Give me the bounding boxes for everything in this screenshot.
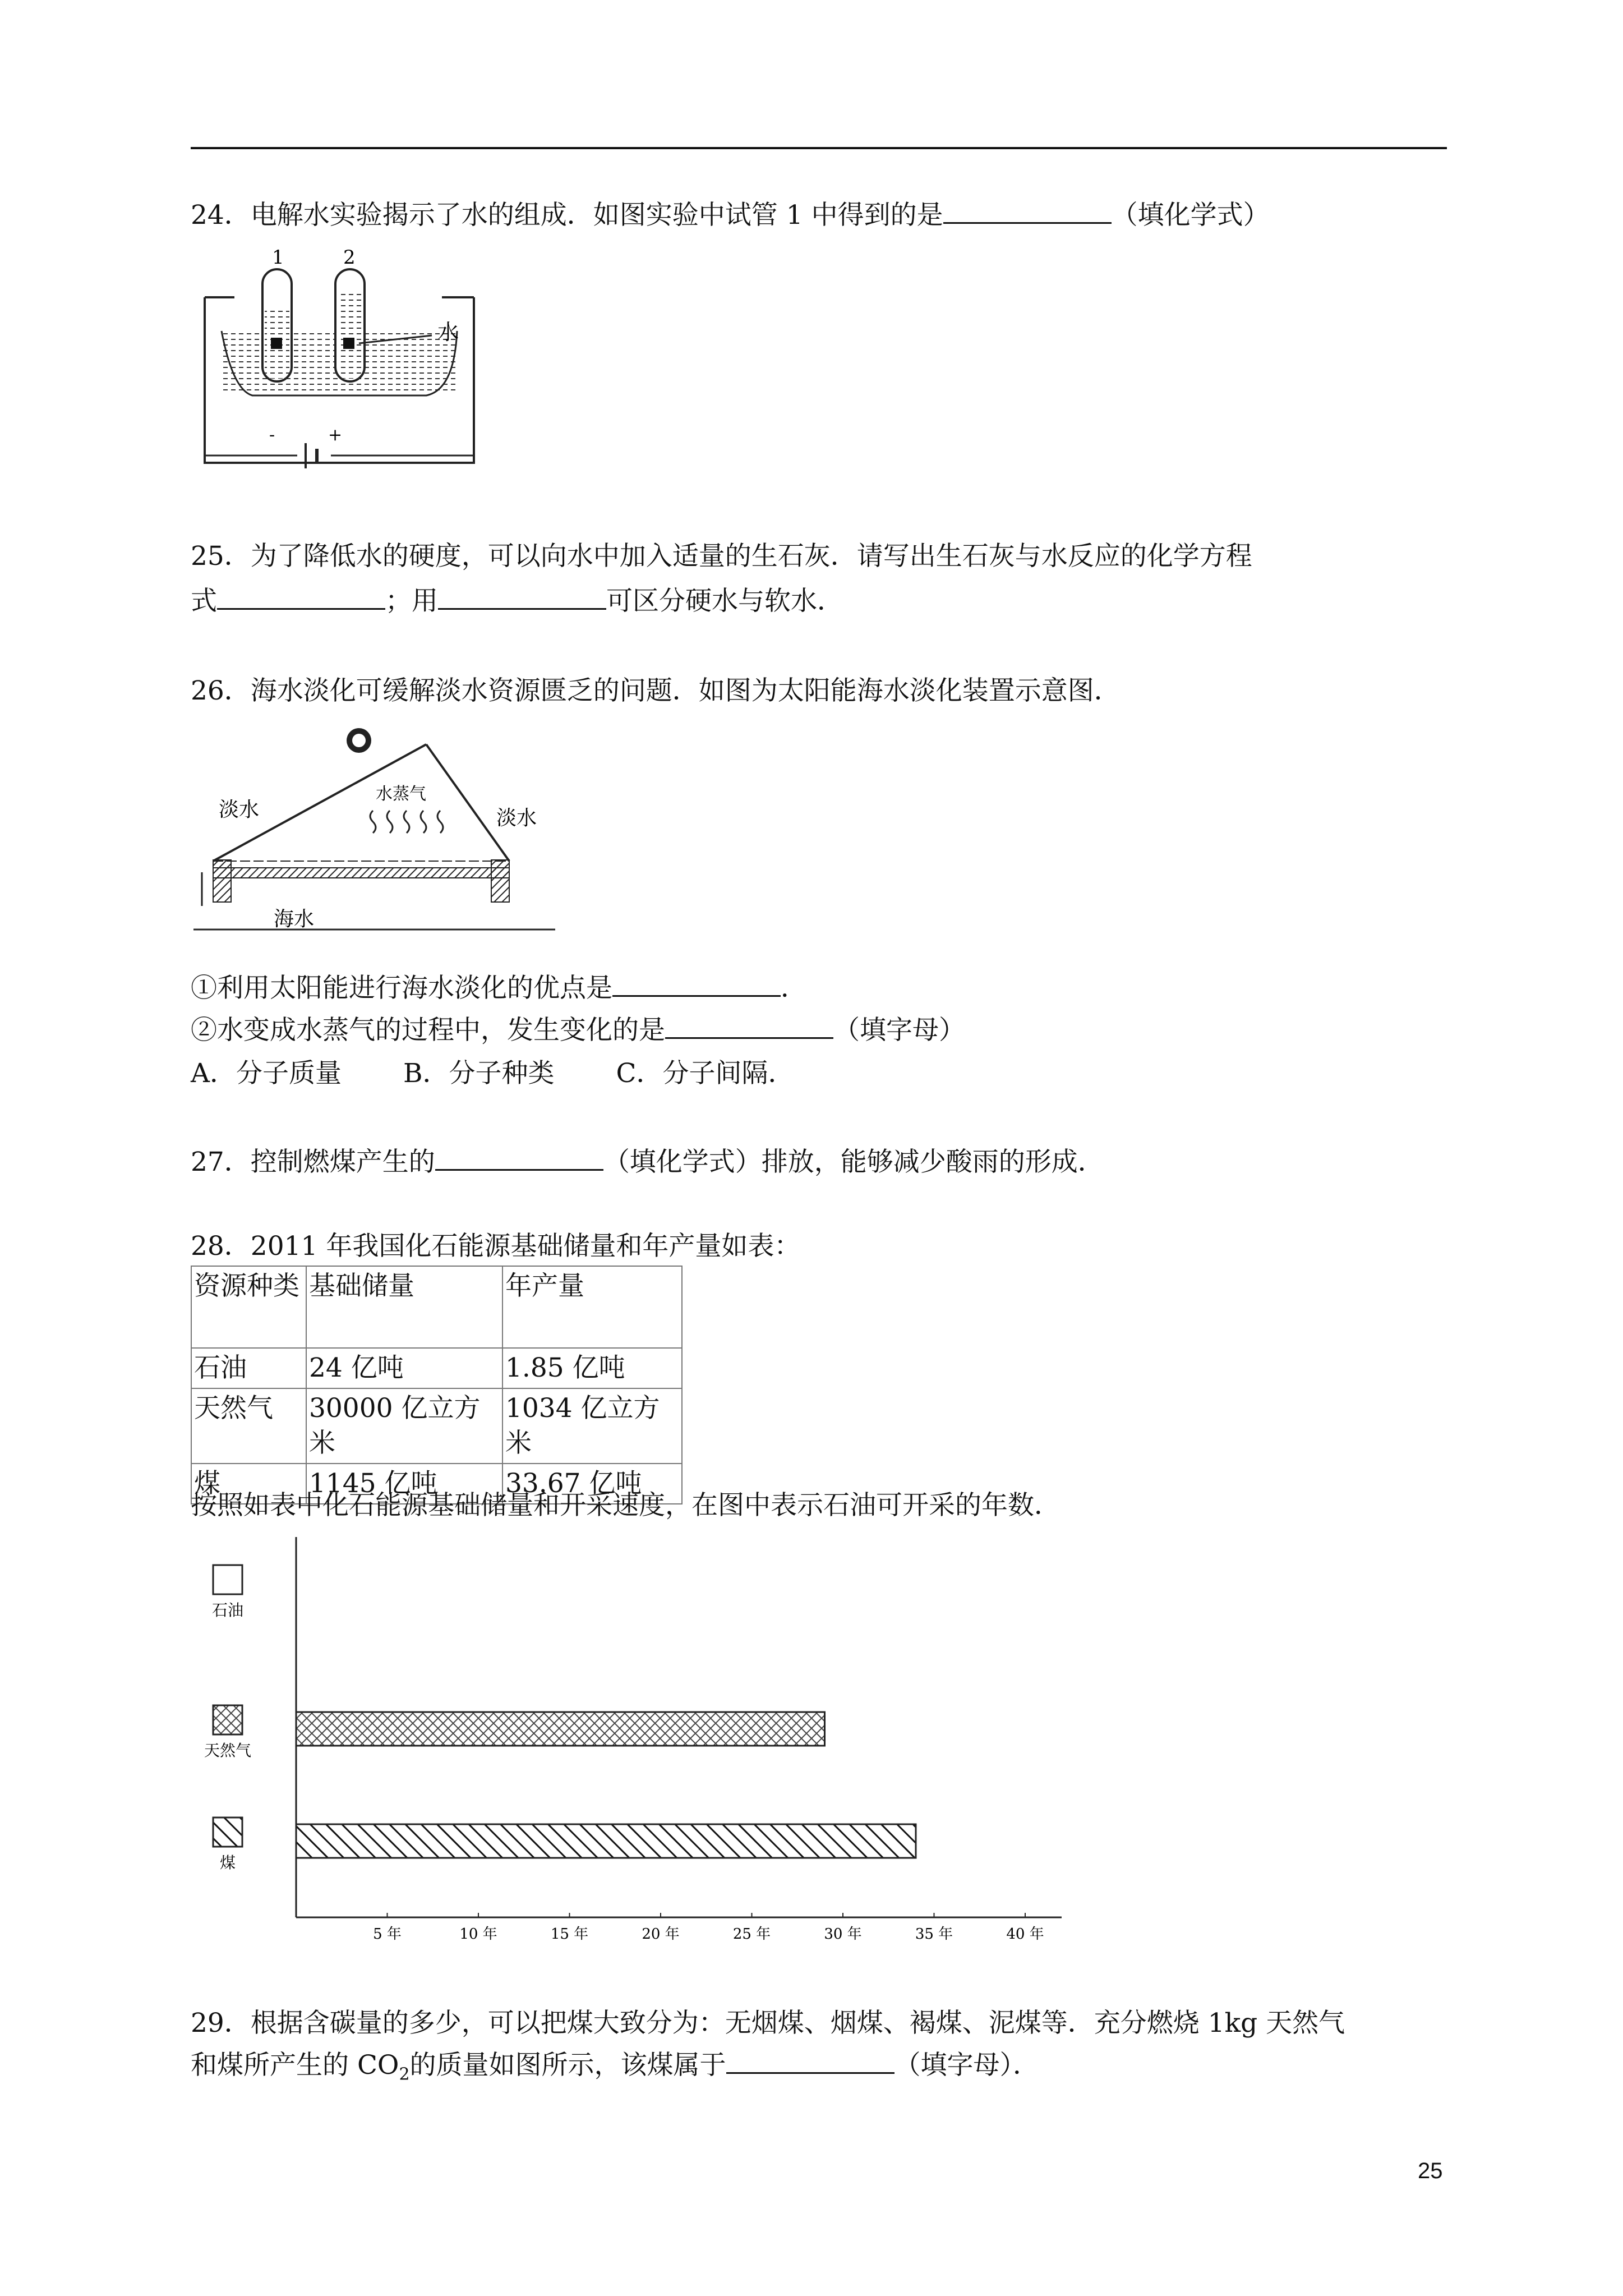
answer-blank[interactable]: [665, 1015, 833, 1039]
page-number: 25: [1418, 2159, 1443, 2183]
table-row: [191, 1348, 682, 1388]
x-tick-label: 25 年: [732, 1926, 771, 1943]
bar: [296, 1712, 825, 1746]
legend-swatch: [213, 1705, 242, 1734]
desalination-diagram: [191, 721, 572, 945]
tube2-label: 2: [343, 247, 356, 269]
answer-blank[interactable]: [726, 2050, 895, 2074]
question-26-sub1: ①利用太阳能进行海水淡化的优点是 ．: [191, 973, 807, 1004]
x-tick-label: 10 年: [459, 1926, 497, 1943]
vapor-label: 水蒸气: [376, 784, 426, 804]
x-tick-label: 15 年: [550, 1926, 589, 1943]
table-header-cell: 基础储量: [306, 1266, 502, 1348]
table-cell: 煤: [191, 1464, 306, 1504]
answer-blank[interactable]: [217, 586, 385, 610]
table-header-cell: 年产量: [502, 1266, 682, 1348]
electrolysis-diagram: [191, 247, 505, 471]
answer-blank[interactable]: [435, 1147, 603, 1171]
table-cell: 33.67 亿吨: [502, 1464, 682, 1504]
tube1-label: 1: [272, 247, 284, 269]
table-cell: 1.85 亿吨: [502, 1348, 682, 1388]
table-row: [191, 1388, 682, 1464]
option-a[interactable]: A．分子质量: [191, 1058, 342, 1089]
question-29-line1: 29．根据含碳量的多少，可以把煤大致分为：无烟煤、烟煤、褐煤、泥煤等．充分燃烧 1kg 天然气: [191, 2008, 1345, 2039]
question-24: 24．电解水实验揭示了水的组成．如图实验中试管 1 中得到的是 （填化学式）: [191, 200, 1270, 231]
legend-label: 天然气: [204, 1741, 252, 1760]
question-26-options: [191, 1056, 794, 1092]
question-29-line2: 和煤所产生的 $CO_2$的质量如图所示，该煤属于 （填字母）．: [191, 2050, 1040, 2085]
table-header-row: [191, 1266, 682, 1348]
plus-sign: +: [328, 425, 343, 445]
bar: [296, 1824, 916, 1858]
energy-years-chart: [191, 1531, 1133, 1963]
question-28-instruction: 按照如表中化石能源基础储量和开采速度，在图中表示石油可开采的年数．: [191, 1490, 1061, 1521]
answer-blank[interactable]: [943, 200, 1112, 224]
x-tick-label: 20 年: [642, 1926, 680, 1943]
answer-blank[interactable]: [438, 586, 606, 610]
question-26-sub2: ②水变成水蒸气的过程中，发生变化的是 （填字母）: [191, 1015, 965, 1046]
water-label: 水: [437, 320, 459, 344]
seawater-label: 海水: [274, 908, 315, 931]
header-rule: [191, 147, 1447, 149]
option-b[interactable]: B．分子种类: [403, 1058, 555, 1089]
option-c[interactable]: C．分子间隔．: [616, 1058, 795, 1089]
x-tick-label: 5 年: [373, 1926, 402, 1943]
table-cell: 石油: [191, 1348, 306, 1388]
minus-sign: -: [269, 425, 275, 445]
answer-blank[interactable]: [612, 973, 781, 997]
legend-label: 石油: [211, 1601, 244, 1619]
table-cell: 1145 亿吨: [306, 1464, 502, 1504]
fresh-water-right-label: 淡水: [496, 807, 537, 830]
question-28: 28．2011 年我国化石能源基础储量和年产量如表：: [191, 1231, 801, 1262]
question-25-line1: 25．为了降低水的硬度，可以向水中加入适量的生石灰．请写出生石灰与水反应的化学方程: [191, 541, 1252, 572]
table-cell: 天然气: [191, 1388, 306, 1464]
legend-swatch: [213, 1565, 242, 1594]
fossil-energy-table: [191, 1266, 683, 1504]
table-cell: 30000 亿立方米: [306, 1388, 502, 1464]
legend-swatch: [213, 1818, 242, 1847]
question-26: 26．海水淡化可缓解淡水资源匮乏的问题．如图为太阳能海水淡化装置示意图．: [191, 675, 1121, 706]
fresh-water-left-label: 淡水: [219, 798, 260, 821]
question-25-line2: 式 ；用 可区分硬水与软水．: [191, 586, 843, 616]
question-27: 27．控制燃煤产生的 （填化学式）排放，能够减少酸雨的形成．: [191, 1147, 1104, 1177]
x-tick-label: 35 年: [915, 1926, 953, 1943]
table-cell: 1034 亿立方米: [502, 1388, 682, 1464]
x-tick-label: 40 年: [1006, 1926, 1044, 1943]
x-tick-label: 30 年: [824, 1926, 862, 1943]
legend-label: 煤: [219, 1853, 236, 1872]
table-header-cell: 资源种类: [191, 1266, 306, 1348]
table-cell: 24 亿吨: [306, 1348, 502, 1388]
